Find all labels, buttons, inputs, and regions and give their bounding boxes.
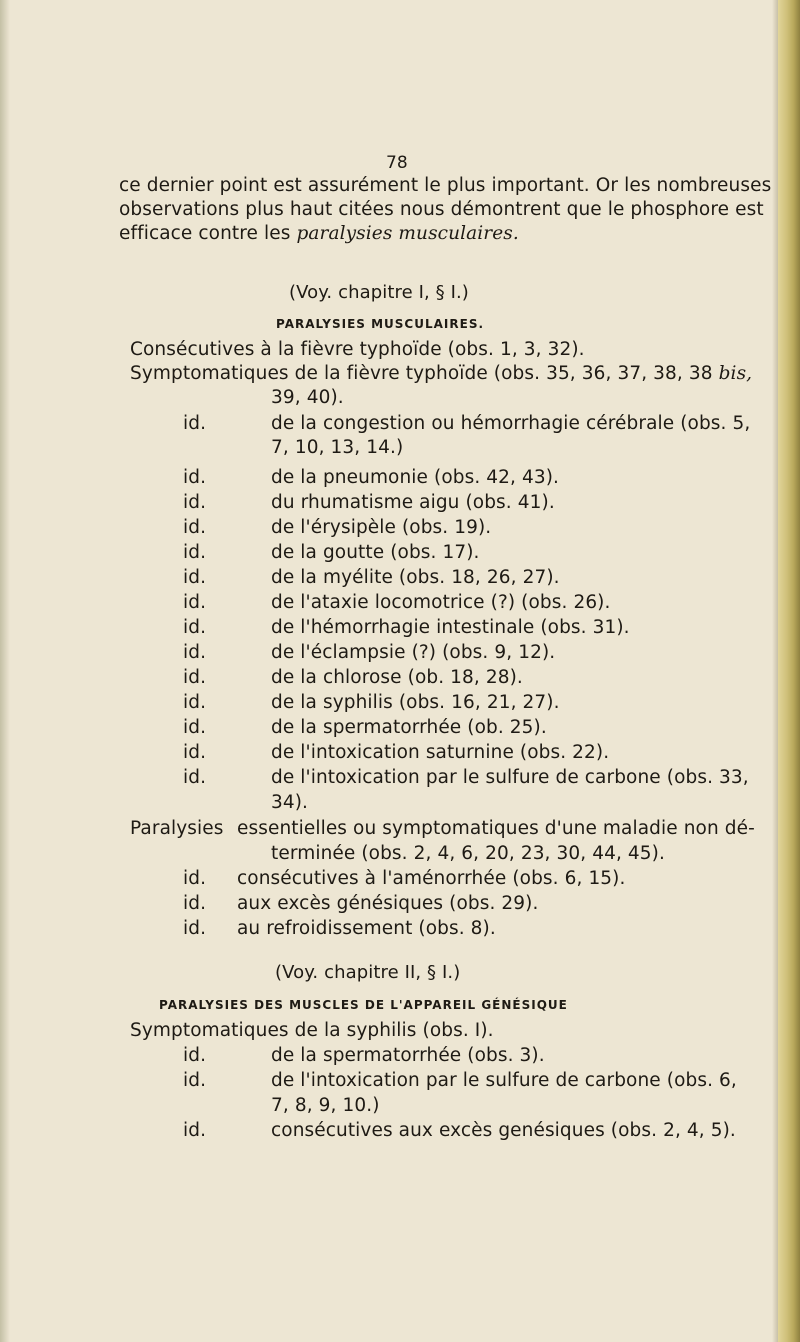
- s1-line-symptomatiques: [130, 363, 752, 385]
- list-item-label: id.: [183, 492, 207, 513]
- page-number: 78: [386, 153, 408, 173]
- s1-congestion-text: de la congestion ou hémorrhagie cérébrale (obs. 5,: [271, 413, 751, 434]
- s1-symptomatiques-cont: 39, 40).: [271, 387, 344, 408]
- list-item-text: de la goutte (obs. 17).: [271, 542, 480, 563]
- list-item-label: id.: [183, 868, 207, 889]
- list-item-text: au refroidissement (obs. 8).: [237, 918, 496, 939]
- list-item-text: consécutives à l'aménorrhée (obs. 6, 15).: [237, 868, 626, 889]
- list-item-text: aux excès génésiques (obs. 29).: [237, 893, 539, 914]
- list-item-label: id.: [183, 517, 207, 538]
- s2-exces-label: id.: [183, 1120, 207, 1141]
- list-item-label: id.: [183, 742, 207, 763]
- s1-congestion-cont: 7, 10, 13, 14.): [271, 437, 404, 458]
- chapter-reference-2: (Voy. chapitre II, § I.): [275, 962, 461, 983]
- page-right-edge: [778, 0, 800, 1342]
- intro-line-2: observations plus haut citées nous démontrent que le phosphore est: [119, 199, 764, 220]
- page-left-shadow: [0, 0, 10, 1342]
- list-item-text: de l'éclampsie (?) (obs. 9, 12).: [271, 642, 556, 663]
- list-item-text: de l'hémorrhagie intestinale (obs. 31).: [271, 617, 630, 638]
- s2-sulfure-text: de l'intoxication par le sulfure de carbone (obs. 6,: [271, 1070, 737, 1091]
- intro-line-3-italic: paralysies musculaires.: [296, 223, 519, 244]
- list-item-label: id.: [183, 918, 207, 939]
- list-item-text: du rhumatisme aigu (obs. 41).: [271, 492, 555, 513]
- list-item-text: de l'érysipèle (obs. 19).: [271, 517, 492, 538]
- intro-line-3-text: efficace contre les: [119, 223, 297, 244]
- list-item-label: id.: [183, 467, 207, 488]
- list-item-label: id.: [183, 592, 207, 613]
- list-item-text: de l'ataxie locomotrice (?) (obs. 26).: [271, 592, 611, 613]
- section-heading-1: PARALYSIES MUSCULAIRES.: [276, 317, 485, 331]
- list-item-label: id.: [183, 617, 207, 638]
- s1-sulfure-text: de l'intoxication par le sulfure de carbone (obs. 33,: [271, 767, 749, 788]
- s1-line-consecutives: Consécutives à la fièvre typhoïde (obs. 1, 3, 32).: [130, 339, 585, 360]
- intro-line-3: [119, 223, 519, 245]
- list-item-label: id.: [183, 542, 207, 563]
- s2-line-symptomatiques: Symptomatiques de la syphilis (obs. I).: [130, 1020, 494, 1041]
- list-item-label: id.: [183, 642, 207, 663]
- s1-essentielles-label: Paralysies: [130, 818, 224, 839]
- chapter-reference-1: (Voy. chapitre I, § I.): [289, 282, 469, 303]
- list-item-text: de la chlorose (ob. 18, 28).: [271, 667, 523, 688]
- s2-sulfure-label: id.: [183, 1070, 207, 1091]
- list-item-label: id.: [183, 717, 207, 738]
- s1-symptomatiques-bis: bis,: [718, 363, 753, 384]
- s1-sulfure-cont: 34).: [271, 792, 309, 813]
- intro-line-1: ce dernier point est assurément le plus important. Or les nombreuses: [119, 175, 772, 196]
- s2-exces-text: consécutives aux excès genésiques (obs. 2, 4, 5).: [271, 1120, 736, 1141]
- s1-essentielles-text: essentielles ou symptomatiques d'une maladie non dé-: [237, 818, 755, 839]
- s1-essentielles-cont: terminée (obs. 2, 4, 6, 20, 23, 30, 44, 45).: [271, 843, 665, 864]
- s1-sulfure-label: id.: [183, 767, 207, 788]
- list-item-text: de la syphilis (obs. 16, 21, 27).: [271, 692, 560, 713]
- list-item-text: de l'intoxication saturnine (obs. 22).: [271, 742, 610, 763]
- list-item-label: id.: [183, 667, 207, 688]
- list-item-label: id.: [183, 567, 207, 588]
- s1-symptomatiques-text: Symptomatiques de la fièvre typhoïde (obs. 35, 36, 37, 38, 38: [130, 363, 719, 384]
- list-item-text: de la spermatorrhée (ob. 25).: [271, 717, 547, 738]
- s2-sulfure-cont: 7, 8, 9, 10.): [271, 1095, 380, 1116]
- list-item-text: de la myélite (obs. 18, 26, 27).: [271, 567, 560, 588]
- section-heading-2: PARALYSIES DES MUSCLES DE L'APPAREIL GÉNÉSIQUE: [159, 998, 568, 1012]
- s1-congestion-label: id.: [183, 413, 207, 434]
- list-item-label: id.: [183, 692, 207, 713]
- list-item-label: id.: [183, 893, 207, 914]
- s2-spermatorrhee-label: id.: [183, 1045, 207, 1066]
- list-item-text: de la pneumonie (obs. 42, 43).: [271, 467, 560, 488]
- s2-spermatorrhee-text: de la spermatorrhée (obs. 3).: [271, 1045, 545, 1066]
